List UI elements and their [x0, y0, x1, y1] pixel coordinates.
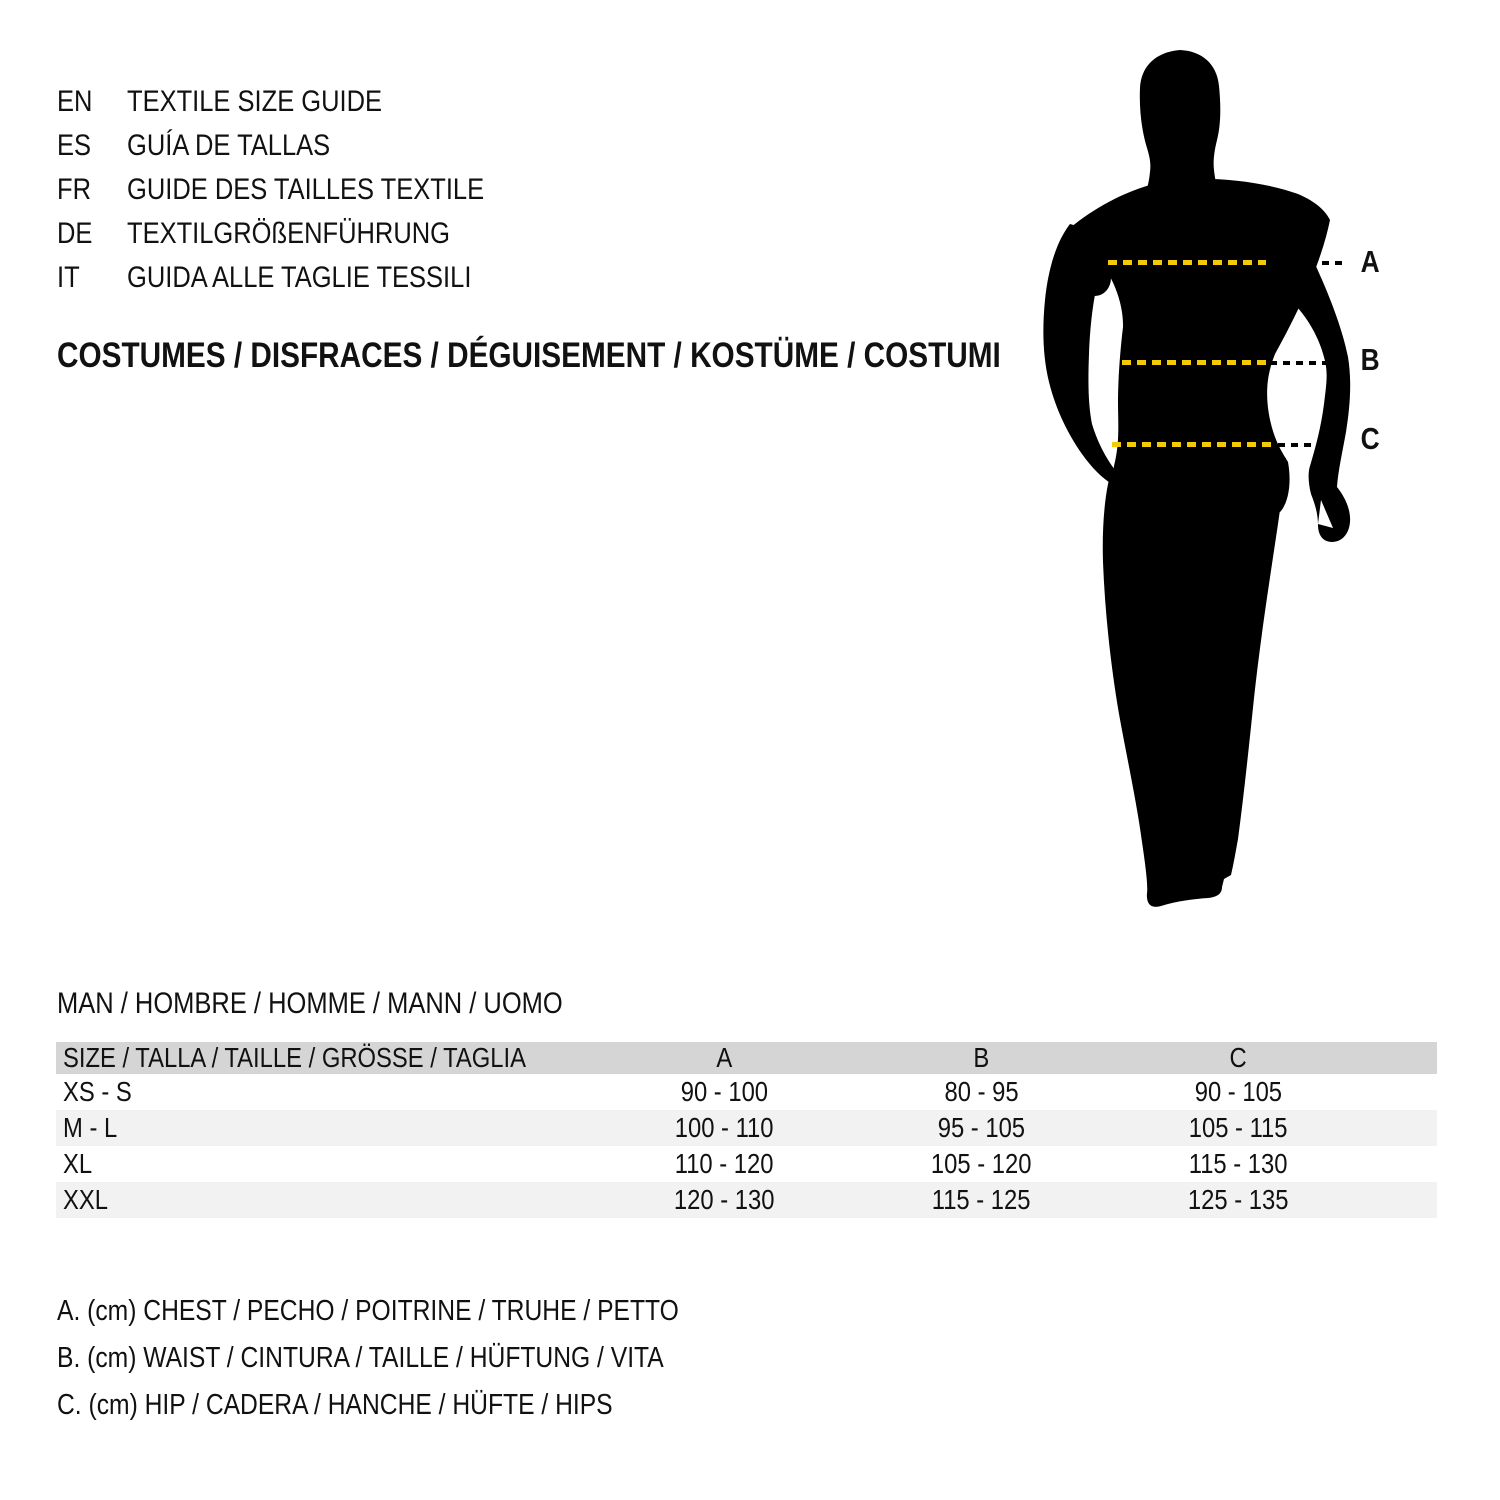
- language-label: TEXTILGRÖßENFÜHRUNG: [127, 217, 451, 250]
- value-cell-a: 100 - 110: [675, 1112, 774, 1143]
- language-code: DE: [57, 217, 93, 250]
- size-cell: XXL: [63, 1184, 108, 1215]
- size-cell: XS - S: [63, 1076, 132, 1107]
- language-code: EN: [57, 85, 93, 118]
- section-heading: MAN / HOMBRE / HOMME / MANN / UOMO: [57, 987, 563, 1020]
- legend-line-chest: A. (cm) CHEST / PECHO / POITRINE / TRUHE / PETTO: [57, 1295, 679, 1327]
- language-code: FR: [57, 173, 91, 206]
- language-label: GUÍA DE TALLAS: [127, 129, 331, 162]
- language-row: [57, 124, 547, 168]
- waist-measure-line-yellow: [1122, 360, 1266, 365]
- measure-letter-a: A: [1360, 244, 1380, 279]
- value-cell-a: 120 - 130: [674, 1184, 775, 1215]
- table-row: [56, 1146, 1437, 1182]
- value-cell-b: 80 - 95: [944, 1076, 1019, 1107]
- table-header-col-b: B: [973, 1042, 990, 1073]
- language-label: GUIDE DES TAILLES TEXTILE: [127, 173, 485, 206]
- hip-measure-line-yellow: [1112, 442, 1275, 447]
- value-cell-c: 115 - 130: [1189, 1148, 1288, 1179]
- language-label: GUIDA ALLE TAGLIE TESSILI: [127, 261, 472, 294]
- hip-measure-line-black: [1278, 443, 1338, 447]
- value-cell-c: 90 - 105: [1194, 1076, 1283, 1107]
- legend-line-waist: B. (cm) WAIST / CINTURA / TAILLE / HÜFTUNG / VITA: [57, 1342, 664, 1374]
- language-row: [57, 256, 547, 300]
- language-row: [57, 168, 547, 212]
- language-code: ES: [57, 129, 92, 162]
- table-header-col-c: C: [1229, 1042, 1248, 1073]
- size-cell: XL: [63, 1148, 93, 1179]
- table-header-size: SIZE / TALLA / TAILLE / GRÖSSE / TAGLIA: [63, 1042, 526, 1073]
- waist-measure-line-black: [1270, 361, 1332, 365]
- chest-measure-line-black: [1270, 261, 1346, 265]
- language-row: [57, 212, 547, 256]
- table-row: [56, 1074, 1437, 1110]
- table-row: [56, 1110, 1437, 1146]
- measure-letter-b: B: [1360, 342, 1380, 377]
- measurement-legend: [57, 1288, 789, 1429]
- category-title: COSTUMES / DISFRACES / DÉGUISEMENT / KOSTÜME / COSTUMI: [57, 336, 1001, 375]
- value-cell-c: 105 - 115: [1189, 1112, 1288, 1143]
- value-cell-c: 125 - 135: [1188, 1184, 1289, 1215]
- language-guide: [57, 80, 547, 300]
- table-row: [56, 1182, 1437, 1218]
- value-cell-a: 90 - 100: [680, 1076, 769, 1107]
- table-header-row: [56, 1042, 1437, 1074]
- man-silhouette: [1040, 42, 1400, 942]
- language-label: TEXTILE SIZE GUIDE: [127, 85, 383, 118]
- chest-measure-line-yellow: [1108, 260, 1266, 265]
- legend-line-hip: C. (cm) HIP / CADERA / HANCHE / HÜFTE / HIPS: [57, 1389, 613, 1421]
- value-cell-a: 110 - 120: [675, 1148, 774, 1179]
- size-table: [56, 1042, 1437, 1218]
- value-cell-b: 115 - 125: [932, 1184, 1031, 1215]
- measure-letter-c: C: [1360, 421, 1380, 456]
- language-row: [57, 80, 547, 124]
- language-code: IT: [57, 261, 80, 294]
- size-cell: M - L: [63, 1112, 118, 1143]
- value-cell-b: 95 - 105: [937, 1112, 1026, 1143]
- silhouette-legs: [1103, 458, 1286, 907]
- table-header-col-a: A: [716, 1042, 733, 1073]
- value-cell-b: 105 - 120: [931, 1148, 1032, 1179]
- man-silhouette-figure: [1040, 42, 1400, 942]
